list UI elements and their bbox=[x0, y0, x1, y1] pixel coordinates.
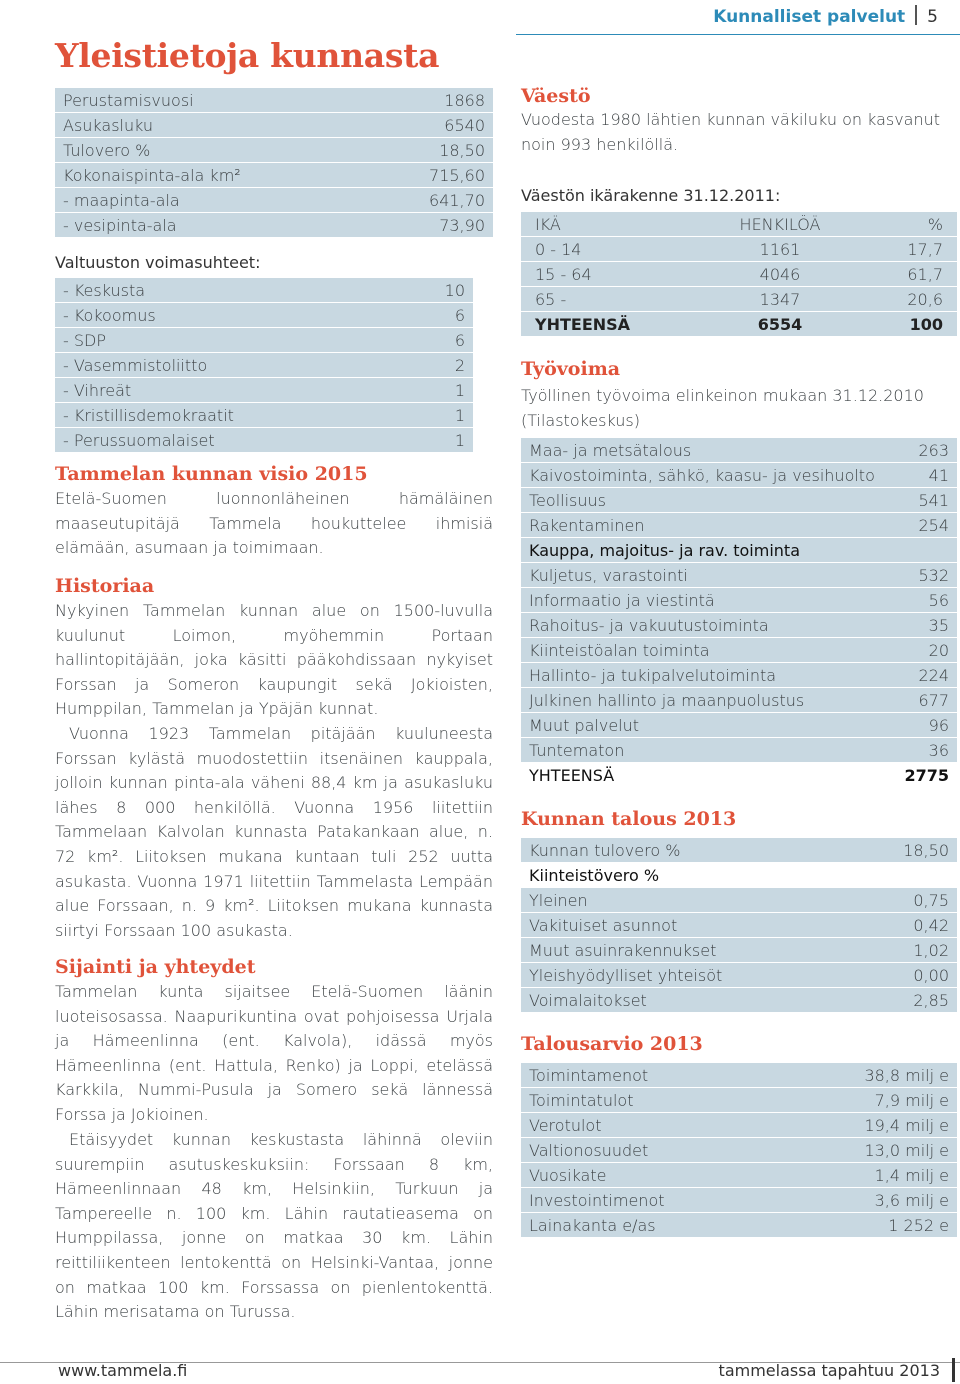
table-row bbox=[521, 838, 957, 862]
row-label: - vesipinta-ala bbox=[63, 215, 177, 235]
table-row bbox=[521, 888, 957, 912]
row-value: 38,8 milj e bbox=[864, 1065, 949, 1085]
budget-table bbox=[521, 1063, 957, 1238]
table-row bbox=[55, 278, 473, 302]
percent-cell: 20,6 bbox=[907, 289, 943, 309]
table-row bbox=[521, 663, 957, 687]
row-value: 96 bbox=[928, 715, 949, 735]
row-label: - Perussuomalaiset bbox=[63, 430, 215, 450]
row-value: 2775 bbox=[904, 765, 949, 785]
row-value: 1 252 e bbox=[888, 1215, 949, 1235]
row-label: Kaivostoiminta, sähkö, kaasu- ja vesihuolto bbox=[529, 465, 875, 485]
row-label: Rakentaminen bbox=[529, 515, 645, 535]
page-number: 5 bbox=[927, 7, 938, 27]
row-label: Tuntematon bbox=[529, 740, 625, 760]
row-value: 0,75 bbox=[913, 890, 949, 910]
table-header-row bbox=[521, 212, 957, 236]
vision-text: Etelä-Suomen luonnonläheinen hämäläinen maaseutupitäjä Tammela houkuttelee ihmisiä elämään, asumaan ja toimimaan. bbox=[55, 489, 493, 558]
table-row bbox=[521, 463, 957, 487]
row-label: Toimintamenot bbox=[529, 1065, 649, 1085]
council-table bbox=[55, 278, 473, 453]
percent-cell: 61,7 bbox=[907, 264, 943, 284]
persons-cell: 1161 bbox=[759, 239, 801, 259]
table-row bbox=[521, 913, 957, 937]
table-row bbox=[521, 988, 957, 1012]
persons-cell: 1347 bbox=[759, 289, 801, 309]
row-label: Kiinteistövero % bbox=[529, 865, 660, 885]
page-title: Yleistietoja kunnasta bbox=[55, 36, 440, 75]
table-row bbox=[521, 963, 957, 987]
footer-tagline: tammelassa tapahtuu 2013 bbox=[718, 1361, 940, 1380]
row-value: 0,42 bbox=[913, 915, 949, 935]
page-header bbox=[713, 5, 938, 27]
age-cell: 15 - 64 bbox=[535, 264, 592, 284]
table-row bbox=[521, 938, 957, 962]
table-row bbox=[55, 188, 493, 212]
table-row bbox=[521, 287, 957, 311]
table-row bbox=[521, 1213, 957, 1237]
table-row bbox=[521, 538, 957, 562]
age-structure-table bbox=[521, 212, 957, 337]
percent-cell: 100 bbox=[909, 314, 943, 334]
population-title: Väestö bbox=[521, 85, 591, 107]
row-value: 2,85 bbox=[913, 990, 949, 1010]
table-total-row bbox=[521, 763, 957, 787]
table-row bbox=[521, 738, 957, 762]
row-label: Muut asuinrakennukset bbox=[529, 940, 717, 960]
row-label: Yleishyödylliset yhteisöt bbox=[529, 965, 723, 985]
row-value: 56 bbox=[928, 590, 949, 610]
row-value: 1 bbox=[454, 380, 465, 400]
persons-cell: 4046 bbox=[759, 264, 801, 284]
age-cell: 0 - 14 bbox=[535, 239, 582, 259]
table-row bbox=[521, 438, 957, 462]
table-row bbox=[521, 563, 957, 587]
row-value: 13,0 milj e bbox=[864, 1140, 949, 1160]
row-value: 6540 bbox=[444, 115, 485, 135]
table-row bbox=[55, 378, 473, 402]
row-label: Vuosikate bbox=[529, 1165, 607, 1185]
row-value: 1,02 bbox=[913, 940, 949, 960]
budget-title: Talousarvio 2013 bbox=[521, 1033, 703, 1055]
table-row bbox=[521, 488, 957, 512]
table-total-row bbox=[521, 312, 957, 336]
row-label: Teollisuus bbox=[529, 490, 606, 510]
row-label: Vakituiset asunnot bbox=[529, 915, 678, 935]
row-value: 36 bbox=[928, 740, 949, 760]
row-label: Muut palvelut bbox=[529, 715, 640, 735]
table-row bbox=[55, 303, 473, 327]
row-label: - SDP bbox=[63, 330, 106, 350]
row-value: 6 bbox=[454, 330, 465, 350]
table-row bbox=[55, 163, 493, 187]
row-label: - Vasemmistoliitto bbox=[63, 355, 208, 375]
row-value: 0,00 bbox=[913, 965, 949, 985]
population-text: Vuodesta 1980 lähtien kunnan väkiluku on kasvanut noin 993 henkilöllä. bbox=[521, 110, 941, 154]
row-label: Valtionosuudet bbox=[529, 1140, 649, 1160]
row-value: 10 bbox=[444, 280, 465, 300]
location-paragraph-1: Tammelan kunta sijaitsee Etelä-Suomen läänin luoteisosassa. Naapurikuntina ovat pohjoisessa Urjala ja Hämeenlinna (ent. Kalvola), idässä myös Hämeenlinna (ent. Hattula, Renko) ja Loppi, etelässä Karkkila, Nummi-Pusula ja Somero sekä lännessä Forssa ja Jokioinen. bbox=[55, 982, 493, 1124]
header-percent: % bbox=[927, 214, 943, 234]
row-label: Lainakanta e/as bbox=[529, 1215, 656, 1235]
header-rule bbox=[516, 34, 960, 35]
table-row bbox=[521, 863, 957, 887]
footer-marker bbox=[952, 1358, 955, 1382]
table-row bbox=[521, 262, 957, 286]
location-paragraph-2: Etäisyydet kunnan keskustasta lähinnä oleviin suurempiin asutuskeskuksiin: Forssaan 8 km, Hämeenlinnaan 48 km, Helsinkiin, Turkuun ja Tampereelle n. 100 km. Lähin rautatieasema on Humppilassa, jonne on matkaa 30 km. Lähin reittiliikenteen lentokenttä on Helsinki-Vantaa, jonne on matkaa 100 km. Forssassa on pienlentokenttä. Lähin merisatama on Turussa. bbox=[55, 1130, 493, 1322]
row-value: 1 bbox=[454, 405, 465, 425]
finances-title: Kunnan talous 2013 bbox=[521, 808, 737, 830]
council-heading: Valtuuston voimasuhteet: bbox=[55, 253, 261, 272]
row-value: 18,50 bbox=[903, 840, 949, 860]
row-value: 254 bbox=[918, 515, 949, 535]
row-label: Maa- ja metsätalous bbox=[529, 440, 692, 460]
table-row bbox=[521, 1088, 957, 1112]
table-row bbox=[521, 713, 957, 737]
row-label: Verotulot bbox=[529, 1115, 602, 1135]
header-divider bbox=[915, 5, 917, 25]
row-value: 6 bbox=[454, 305, 465, 325]
age-cell: 65 - bbox=[535, 289, 567, 309]
age-table-title: Väestön ikärakenne 31.12.2011: bbox=[521, 186, 781, 205]
row-label: Informaatio ja viestintä bbox=[529, 590, 715, 610]
row-value: 224 bbox=[918, 665, 949, 685]
percent-cell: 17,7 bbox=[907, 239, 943, 259]
row-label: - Vihreät bbox=[63, 380, 132, 400]
history-paragraph-2: Vuonna 1923 Tammelan pitäjään kuuluneesta Forssan kylästä muodostettiin itsenäinen kauppala, jolloin kunnan pinta-ala väheni 88,4 km ja asukasluku lähes 8 000 henkilöllä. Vuonna 1956 liitettiin Tammelaan Kalvolan kunnasta Patakankaan alue, n. 72 km². Liitoksen mukana kuntaan tuli 252 uutta asukasta. Vuonna 1971 liitettiin Tammelasta Lempään alue Forssaan, n. 9 km². Liitoksen mukana kunnasta siirtyi Forssaan 100 asukasta. bbox=[55, 724, 493, 940]
row-value: 7,9 milj e bbox=[874, 1090, 949, 1110]
row-label: Kunnan tulovero % bbox=[529, 840, 681, 860]
row-label: YHTEENSÄ bbox=[529, 765, 615, 785]
row-label: - Keskusta bbox=[63, 280, 146, 300]
header-persons: HENKILÖÄ bbox=[739, 214, 821, 234]
row-label: Rahoitus- ja vakuutustoiminta bbox=[529, 615, 769, 635]
row-value: 1868 bbox=[444, 90, 485, 110]
history-title: Historiaa bbox=[55, 575, 155, 597]
table-row bbox=[521, 1188, 957, 1212]
vision-title: Tammelan kunnan visio 2015 bbox=[55, 463, 368, 485]
row-value: 532 bbox=[918, 565, 949, 585]
section-title: Kunnalliset palvelut bbox=[713, 7, 906, 27]
table-row bbox=[55, 403, 473, 427]
row-value: 1,4 milj e bbox=[874, 1165, 949, 1185]
row-label: Kauppa, majoitus- ja rav. toiminta bbox=[529, 540, 800, 560]
row-label: Julkinen hallinto ja maanpuolustus bbox=[529, 690, 805, 710]
row-label: Yleinen bbox=[529, 890, 588, 910]
row-value: 35 bbox=[928, 615, 949, 635]
persons-cell: 6554 bbox=[757, 314, 803, 334]
workforce-subtitle: Työllinen työvoima elinkeinon mukaan 31.12.2010 (Tilastokeskus) bbox=[521, 386, 924, 430]
row-label: Voimalaitokset bbox=[529, 990, 647, 1010]
row-value: 1 bbox=[454, 430, 465, 450]
row-label: - maapinta-ala bbox=[63, 190, 180, 210]
table-row bbox=[55, 353, 473, 377]
row-value: 18,50 bbox=[439, 140, 485, 160]
table-row bbox=[55, 213, 493, 237]
row-label: Kokonaispinta-ala km² bbox=[63, 165, 241, 185]
row-value: 19,4 milj e bbox=[864, 1115, 949, 1135]
footer-url-link[interactable]: www.tammela.fi bbox=[58, 1361, 188, 1380]
finances-table bbox=[521, 838, 957, 1013]
row-value: 641,70 bbox=[429, 190, 485, 210]
row-value: 2 bbox=[454, 355, 465, 375]
row-label: Perustamisvuosi bbox=[63, 90, 194, 110]
row-value: 541 bbox=[918, 490, 949, 510]
row-label: Tulovero % bbox=[63, 140, 151, 160]
table-row bbox=[521, 237, 957, 261]
row-label: - Kristillisdemokraatit bbox=[63, 405, 234, 425]
table-row bbox=[521, 688, 957, 712]
row-value: 677 bbox=[918, 690, 949, 710]
table-row bbox=[55, 328, 473, 352]
row-value: 41 bbox=[928, 465, 949, 485]
row-value: 20 bbox=[928, 640, 949, 660]
row-label: Hallinto- ja tukipalvelutoiminta bbox=[529, 665, 777, 685]
table-row bbox=[521, 513, 957, 537]
row-value: 73,90 bbox=[439, 215, 485, 235]
row-value: 263 bbox=[918, 440, 949, 460]
table-row bbox=[521, 1113, 957, 1137]
workforce-title: Työvoima bbox=[521, 358, 621, 380]
row-label: Kuljetus, varastointi bbox=[529, 565, 688, 585]
row-label: Toimintatulot bbox=[529, 1090, 634, 1110]
table-row bbox=[55, 88, 493, 112]
table-row bbox=[55, 428, 473, 452]
table-row bbox=[521, 1138, 957, 1162]
basic-facts-table bbox=[55, 88, 493, 238]
row-label: Asukasluku bbox=[63, 115, 154, 135]
row-label: - Kokoomus bbox=[63, 305, 156, 325]
location-title: Sijainti ja yhteydet bbox=[55, 956, 256, 978]
history-paragraph-1: Nykyinen Tammelan kunnan alue on 1500-luvulla kuulunut Loimon, myöhemmin Portaan hallintopitäjään, joka käsitti pääkohdissaan nykyiset Forssan ja Someron kaupungit sekä Jokioisten, Humppilan, Tammelan ja Ypäjän kunnat. bbox=[55, 601, 493, 719]
table-row bbox=[521, 613, 957, 637]
table-row bbox=[521, 638, 957, 662]
table-row bbox=[55, 113, 493, 137]
table-row bbox=[521, 1163, 957, 1187]
table-row bbox=[521, 1063, 957, 1087]
workforce-table bbox=[521, 438, 957, 788]
age-cell: YHTEENSÄ bbox=[535, 314, 631, 334]
header-age: IKÄ bbox=[535, 214, 561, 234]
row-value: 715,60 bbox=[429, 165, 485, 185]
row-value: 3,6 milj e bbox=[874, 1190, 949, 1210]
table-row bbox=[521, 588, 957, 612]
table-row bbox=[55, 138, 493, 162]
row-label: Kiinteistöalan toiminta bbox=[529, 640, 710, 660]
row-label: Investointimenot bbox=[529, 1190, 665, 1210]
